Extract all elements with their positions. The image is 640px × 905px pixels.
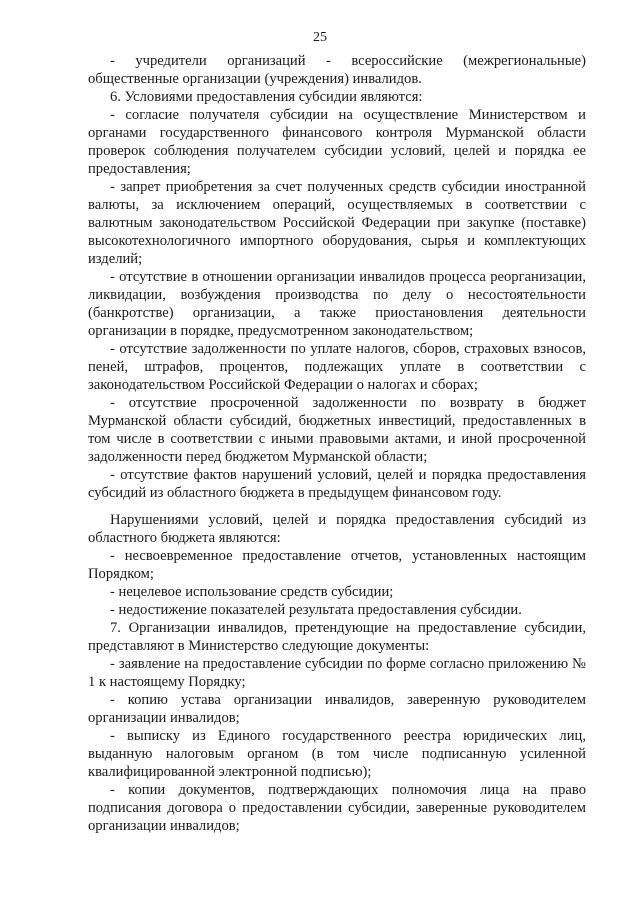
paragraph-consent-inspections: - согласие получателя субсидии на осуществление Министерством и органами государственного финансового контроля Мурманской области проверок соблюдения получателем субсидии условий, целей и порядка ее предоставления; [88, 107, 586, 177]
paragraph-currency-ban: - запрет приобретения за счет полученных средств субсидии иностранной валюты, за исключением операций, осуществляемых в соответствии с валютным законодательством Российской Федерации при закупке (поставке) высокотехнологичного импортного оборудования, сырья и комплектующих изделий; [88, 179, 586, 267]
paragraph-charter-copy: - копию устава организации инвалидов, заверенную руководителем организации инвалидов; [88, 692, 586, 726]
paragraph-founders: - учредители организаций - всероссийские (межрегиональные) общественные организации (учреждения) инвалидов. [88, 53, 586, 87]
paragraph-misuse-funds: - нецелевое использование средств субсидии; [110, 584, 394, 600]
paragraph-registry-extract: - выписку из Единого государственного реестра юридических лиц, выданную налоговым органом (в том числе подписанную усиленной квалифицированной электронной подписью); [88, 728, 586, 780]
paragraph-late-reports: - несвоевременное предоставление отчетов, установленных настоящим Порядком; [88, 548, 586, 582]
paragraph-no-violations: - отсутствие фактов нарушений условий, целей и порядка предоставления субсидий из областного бюджета в предыдущем финансовом году. [88, 467, 586, 501]
paragraph-application: - заявление на предоставление субсидии по форме согласно приложению № 1 к настоящему Порядку; [88, 656, 586, 690]
page-number: 25 [313, 30, 327, 45]
paragraph-clause-7-heading: 7. Организации инвалидов, претендующие на предоставление субсидии, представляют в Министерство следующие документы: [88, 620, 586, 654]
paragraph-authority-docs: - копии документов, подтверждающих полномочия лица на право подписания договора о предоставлении субсидии, заверенные руководителем организации инвалидов; [88, 782, 586, 834]
document-body [88, 52, 586, 835]
paragraph-violations-heading: Нарушениями условий, целей и порядка предоставления субсидий из областного бюджета являются: [88, 512, 586, 546]
paragraph-results-not-met: - недостижение показателей результата предоставления субсидии. [110, 602, 522, 618]
paragraph-no-reorganization: - отсутствие в отношении организации инвалидов процесса реорганизации, ликвидации, возбуждения производства по делу о несостоятельности (банкротстве) организации, а также приостановления деятельности организации в порядке, предусмотренном законодательством; [88, 269, 586, 339]
paragraph-no-tax-debt: - отсутствие задолженности по уплате налогов, сборов, страховых взносов, пеней, штрафов, процентов, подлежащих уплате в соответствии с законодательством Российской Федерации о налогах и сборах; [88, 341, 586, 393]
paragraph-clause-6-heading: 6. Условиями предоставления субсидии являются: [110, 89, 423, 105]
paragraph-no-overdue-debt: - отсутствие просроченной задолженности по возврату в бюджет Мурманской области субсидий, бюджетных инвестиций, предоставленных в том числе в соответствии с иными правовыми актами, и иной просроченной задолженности перед бюджетом Мурманской области; [88, 395, 586, 465]
